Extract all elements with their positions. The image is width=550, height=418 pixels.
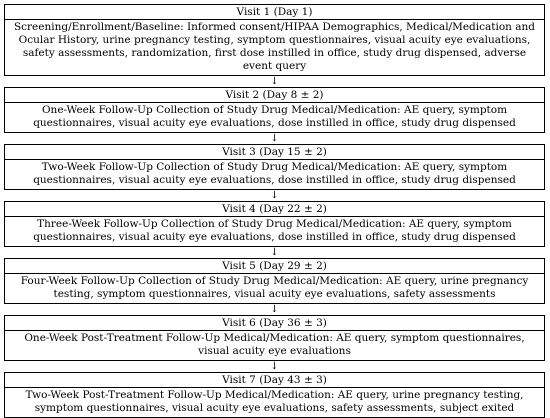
visit-description: Two-Week Follow-Up Collection of Study Drug Medical/Medication: AE query, symptom questionnaires, visual acuity eye evaluations, dose instilled in office, study drug dispensed (33, 161, 516, 186)
visit-box-4 (4, 201, 545, 247)
visit-title: Visit 3 (Day 15 ± 2) (5, 145, 544, 160)
visit-title: Visit 4 (Day 22 ± 2) (5, 202, 544, 217)
visit-box-1 (4, 4, 545, 76)
visit-box-2 (4, 87, 545, 133)
down-arrow-icon: ↓ (270, 133, 279, 144)
visit-box-5 (4, 258, 545, 304)
visit-description: Screening/Enrollment/Baseline: Informed consent/HIPAA Demographics, Medical/Medication and Ocular History, urine pregnancy testing, symptom questionnaires, visual acuity eye evaluations, safety assessments, randomization, first dose instilled in office, study drug dispensed, adverse event query (13, 21, 536, 72)
down-arrow-icon: ↓ (270, 247, 279, 258)
down-arrow-icon: ↓ (270, 304, 279, 315)
visit-title: Visit 6 (Day 36 ± 3) (5, 316, 544, 331)
visit-box-7 (4, 372, 545, 418)
visit-description: One-Week Follow-Up Collection of Study Drug Medical/Medication: AE query, symptom questionnaires, visual acuity eye evaluations, dose instilled in office, study drug dispensed (33, 104, 516, 129)
visit-description: Three-Week Follow-Up Collection of Study Drug Medical/Medication: AE query, symptom questionnaires, visual acuity eye evaluations, dose instilled in office, study drug dispensed (33, 218, 516, 243)
down-arrow-icon: ↓ (270, 76, 279, 87)
visit-box-6 (4, 315, 545, 361)
visit-description: Two-Week Post-Treatment Follow-Up Medical/Medication: AE query, urine pregnancy testing, symptom questionnaires, visual acuity eye evaluations, safety assessments, subject exited (25, 389, 524, 414)
down-arrow-icon: ↓ (270, 190, 279, 201)
visit-title: Visit 5 (Day 29 ± 2) (5, 259, 544, 274)
visit-box-3 (4, 144, 545, 190)
visit-title: Visit 2 (Day 8 ± 2) (5, 88, 544, 103)
down-arrow-icon: ↓ (270, 361, 279, 372)
visit-title: Visit 7 (Day 43 ± 3) (5, 373, 544, 388)
visit-title: Visit 1 (Day 1) (5, 5, 544, 20)
visit-description: One-Week Post-Treatment Follow-Up Medical/Medication: AE query, symptom questionnaires, visual acuity eye evaluations (24, 332, 525, 357)
visit-description: Four-Week Follow-Up Collection of Study Drug Medical/Medication: AE query, urine pregnancy testing, symptom questionnaires, visual acuity eye evaluations, safety assessments (20, 275, 529, 300)
visit-flowchart (4, 4, 545, 418)
